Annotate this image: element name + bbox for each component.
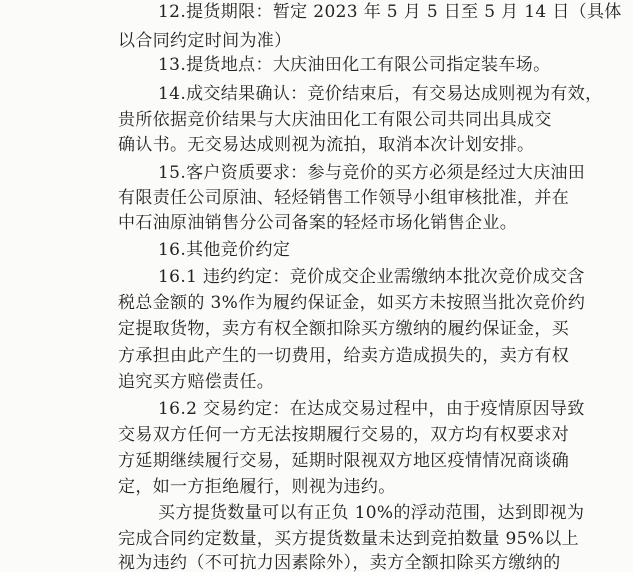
text-line: 16.2 交易约定：在达成交易过程中，由于疫情原因导致	[158, 399, 585, 419]
text-line: 15.客户资质要求：参与竞价的买方必须是经过大庆油田	[158, 163, 586, 183]
text-line: 16.1 违约约定：竞价成交企业需缴纳本批次竞价成交含	[158, 267, 585, 287]
text-line: 完成合同约定数量，买方提货数量未达到竞拍数量 95%以上	[118, 529, 579, 549]
text-line: 中石油原油销售分公司备案的轻烃市场化销售企业。	[118, 213, 518, 233]
text-line: 方承担由此产生的一切费用，给卖方造成损失的，卖方有权	[118, 346, 570, 366]
text-line: 追究买方赔偿责任。	[118, 372, 275, 392]
text-line: 13.提货地点：大庆油田化工有限公司指定装车场。	[158, 55, 551, 75]
text-line: 税总金额的 3%作为履约保证金，如买方未按照当批次竞价约	[118, 293, 586, 313]
text-line: 买方提货数量可以有正负 10%的浮动范围，达到即视为	[158, 503, 585, 523]
text-line: 方延期继续履行交易，延期时限视双方地区疫情情况商谈确	[118, 451, 570, 471]
text-line: 视为违约（不可抗力因素除外），卖方全额扣除买方缴纳的	[118, 553, 561, 573]
text-line: 贵所依据竞价结果与大庆油田化工有限公司共同出具成交	[118, 110, 552, 130]
section-heading: 16.其他竞价约定	[158, 240, 291, 260]
text-line: 确认书。无交易达成则视为流拍，取消本次计划安排。	[118, 135, 535, 155]
text-line: 14.成交结果确认：竞价结束后，有交易达成则视为有效，	[158, 84, 603, 104]
text-line: 以合同约定时间为准）	[118, 31, 292, 51]
text-line: 定提取货物，卖方有权全额扣除买方缴纳的履约保证金，买	[118, 319, 570, 339]
text-line: 定，如一方拒绝履行，则视为违约。	[118, 477, 396, 497]
text-line: 交易双方任何一方无法按期履行交易的，双方均有权要求对	[118, 425, 570, 445]
text-line: 12.提货期限：暂定 2023 年 5 月 5 日至 5 月 14 日（具体	[158, 2, 622, 22]
text-line: 有限责任公司原油、轻烃销售工作领导小组审核批准，并在	[118, 188, 570, 208]
